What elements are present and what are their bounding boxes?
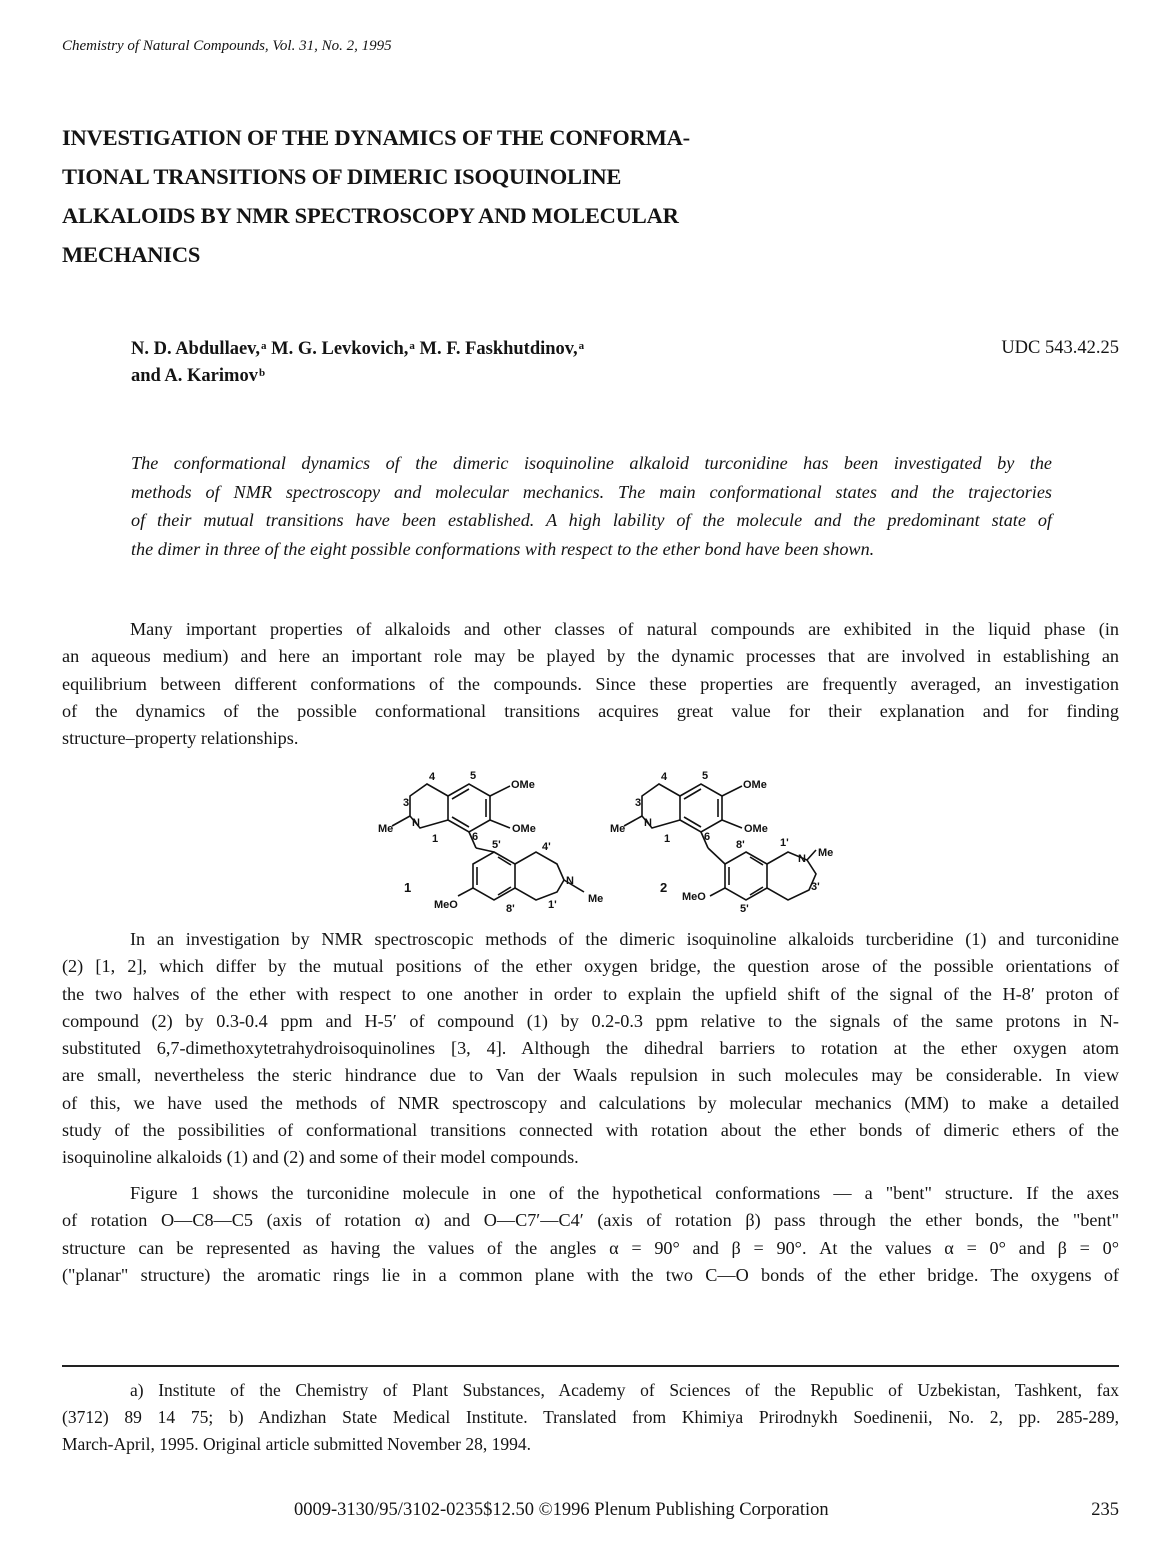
group-label: MeO [434, 899, 458, 911]
author-affiliation: a [578, 340, 585, 352]
abstract-line: of their mutual transitions have been established. A high lability of the molecule and the predominant state of [131, 510, 1052, 530]
atom-label: 1' [780, 837, 789, 849]
atom-label: 3 [403, 797, 410, 809]
compound-number: 1 [404, 880, 412, 895]
paragraph-intro [62, 616, 1119, 752]
author-name: and A. Karimov [131, 366, 258, 386]
author-name: M. G. Levkovich, [271, 339, 409, 359]
atom-label: 1' [548, 899, 557, 911]
paragraph-figure1 [62, 1180, 1119, 1289]
footnote-divider [62, 1365, 1119, 1367]
author-name: N. D. Abdullaev, [131, 339, 261, 359]
atom-label: 8' [506, 903, 515, 915]
text-line: an aqueous medium) and here an important role may be played by the dynamic processes that are involved in establishing an [62, 646, 1119, 667]
abstract-line: the dimer in three of the eight possible conformations with respect to the ether bond have been shown. [131, 538, 875, 559]
footnote-line: (3712) 89 14 75; b) Andizhan State Medical Institute. Translated from Khimiya Prirodnykh Soedinenii, No. 2, pp. 285-289, [62, 1407, 1119, 1427]
group-label: N [566, 875, 574, 887]
text-line: In an investigation by NMR spectroscopic methods of the dimeric isoquinoline alkaloids turcberidine (1) and turconidine [130, 929, 1119, 949]
author-name: M. F. Faskhutdinov, [419, 339, 578, 359]
group-label: N [798, 853, 806, 865]
group-label: Me [818, 847, 834, 859]
atom-label: 8' [736, 839, 745, 851]
atom-label: 1 [432, 833, 439, 845]
author-affiliation: b [258, 367, 266, 379]
group-label: OMe [744, 823, 768, 835]
abstract-line: methods of NMR spectroscopy and molecular mechanics. The main conformational states and the trajectories [131, 481, 1052, 502]
atom-label: 5' [740, 903, 749, 915]
udc-code: UDC 543.42.25 [1001, 338, 1119, 358]
group-label: MeO [682, 891, 706, 903]
text-line: Many important properties of alkaloids and other classes of natural compounds are exhibited in the liquid phase (in [130, 619, 1119, 639]
group-label: Me [378, 823, 394, 835]
group-label: OMe [512, 823, 536, 835]
text-line: Figure 1 shows the turconidine molecule in one of the hypothetical conformations — a "bent" structure. If the axes [130, 1183, 1119, 1203]
atom-label: 4' [542, 841, 551, 853]
abstract-line: The conformational dynamics of the dimeric isoquinoline alkaloid turconidine has been investigated by the [131, 453, 1052, 473]
text-line: of rotation O—C8—C5 (axis of rotation α) and O—C7′—C4′ (axis of rotation β) pass through the ether bonds, the "bent" [62, 1210, 1119, 1231]
page-number: 235 [1091, 1500, 1119, 1520]
text-line: structure–property relationships. [62, 728, 299, 749]
footnote-line: a) Institute of the Chemistry of Plant Substances, Academy of Sciences of the Republic of Uzbekistan, Tashkent, fax [130, 1380, 1119, 1400]
compound1-lower-isoquinoline [458, 848, 584, 900]
chemical-structures-figure [370, 768, 850, 918]
atom-label: 6 [472, 831, 479, 843]
atom-label: 4 [429, 771, 436, 783]
title-line: MECHANICS [62, 242, 201, 267]
journal-header: Chemistry of Natural Compounds, Vol. 31, No. 2, 1995 [62, 38, 392, 54]
footnote [62, 1377, 1119, 1458]
compound-number: 2 [660, 880, 668, 895]
article-title [62, 118, 782, 274]
text-line: ("planar" structure) the aromatic rings lie in a common plane with the two C—O bonds of the ether bridge. The oxygens of [62, 1264, 1119, 1285]
group-label: Me [610, 823, 626, 835]
group-label: OMe [743, 779, 767, 791]
author-affiliation: a [261, 340, 267, 352]
atom-label: 3' [811, 881, 820, 893]
group-label: Me [588, 893, 604, 905]
text-line: of this, we have used the methods of NMR spectroscopy and calculations by molecular mechanics (MM) to make a detailed [62, 1092, 1119, 1113]
atom-label: 6 [704, 831, 711, 843]
text-line: are small, nevertheless the steric hindrance due to Van der Waals repulsion in such molecules may be considerable. In view [62, 1065, 1119, 1086]
author-list [131, 336, 584, 390]
publication-code: 0009-3130/95/3102-0235$12.50 ©1996 Plenum Publishing Corporation [294, 1500, 829, 1520]
text-line: study of the possibilities of conformational transitions connected with rotation about the ether bonds of dimeric ethers of the [62, 1120, 1119, 1141]
title-line: ALKALOIDS BY NMR SPECTROSCOPY AND MOLECULAR [62, 203, 679, 228]
atom-label: 5 [470, 770, 477, 782]
text-line: (2) [1, 2], which differ by the mutual positions of the ether oxygen bridge, the question arose of the possible orientations of [62, 956, 1119, 977]
atom-label: 5 [702, 770, 709, 782]
title-line: INVESTIGATION OF THE DYNAMICS OF THE CONFORMA- [62, 125, 690, 150]
footnote-line: March-April, 1995. Original article submitted November 28, 1994. [62, 1434, 531, 1454]
compound2-upper-isoquinoline [624, 784, 742, 848]
atom-label: 1 [664, 833, 671, 845]
atom-label: 3 [635, 797, 642, 809]
text-line: compound (2) by 0.3-0.4 ppm and H-5′ of compound (1) by 0.2-0.3 ppm relative to the signals of the same protons in N- [62, 1010, 1119, 1031]
paragraph-investigation [62, 926, 1119, 1172]
text-line: isoquinoline alkaloids (1) and (2) and some of their model compounds. [62, 1147, 579, 1168]
text-line: the two halves of the ether with respect to one another in order to explain the upfield shift of the signal of the H-8′ proton of [62, 983, 1119, 1004]
text-line: of the dynamics of the possible conformational transitions acquires great value for their explanation and for finding [62, 700, 1119, 721]
atom-label: 5' [492, 839, 501, 851]
group-label: N [644, 817, 652, 829]
abstract [131, 449, 1052, 563]
author-affiliation: a [409, 340, 415, 352]
text-line: substituted 6,7-dimethoxytetrahydroisoquinolines [3, 4]. Although the dihedral barriers to rotation at the ether oxygen atom [62, 1038, 1119, 1059]
group-label: N [412, 817, 420, 829]
title-line: TIONAL TRANSITIONS OF DIMERIC ISOQUINOLINE [62, 164, 622, 189]
text-line: equilibrium between different conformations of the compounds. Since these properties are frequently averaged, an investigation [62, 673, 1119, 694]
group-label: OMe [511, 779, 535, 791]
text-line: structure can be represented as having the values of the angles α = 90° and β = 90°. At the values α = 0° and β = 0° [62, 1237, 1119, 1258]
atom-label: 4 [661, 771, 668, 783]
